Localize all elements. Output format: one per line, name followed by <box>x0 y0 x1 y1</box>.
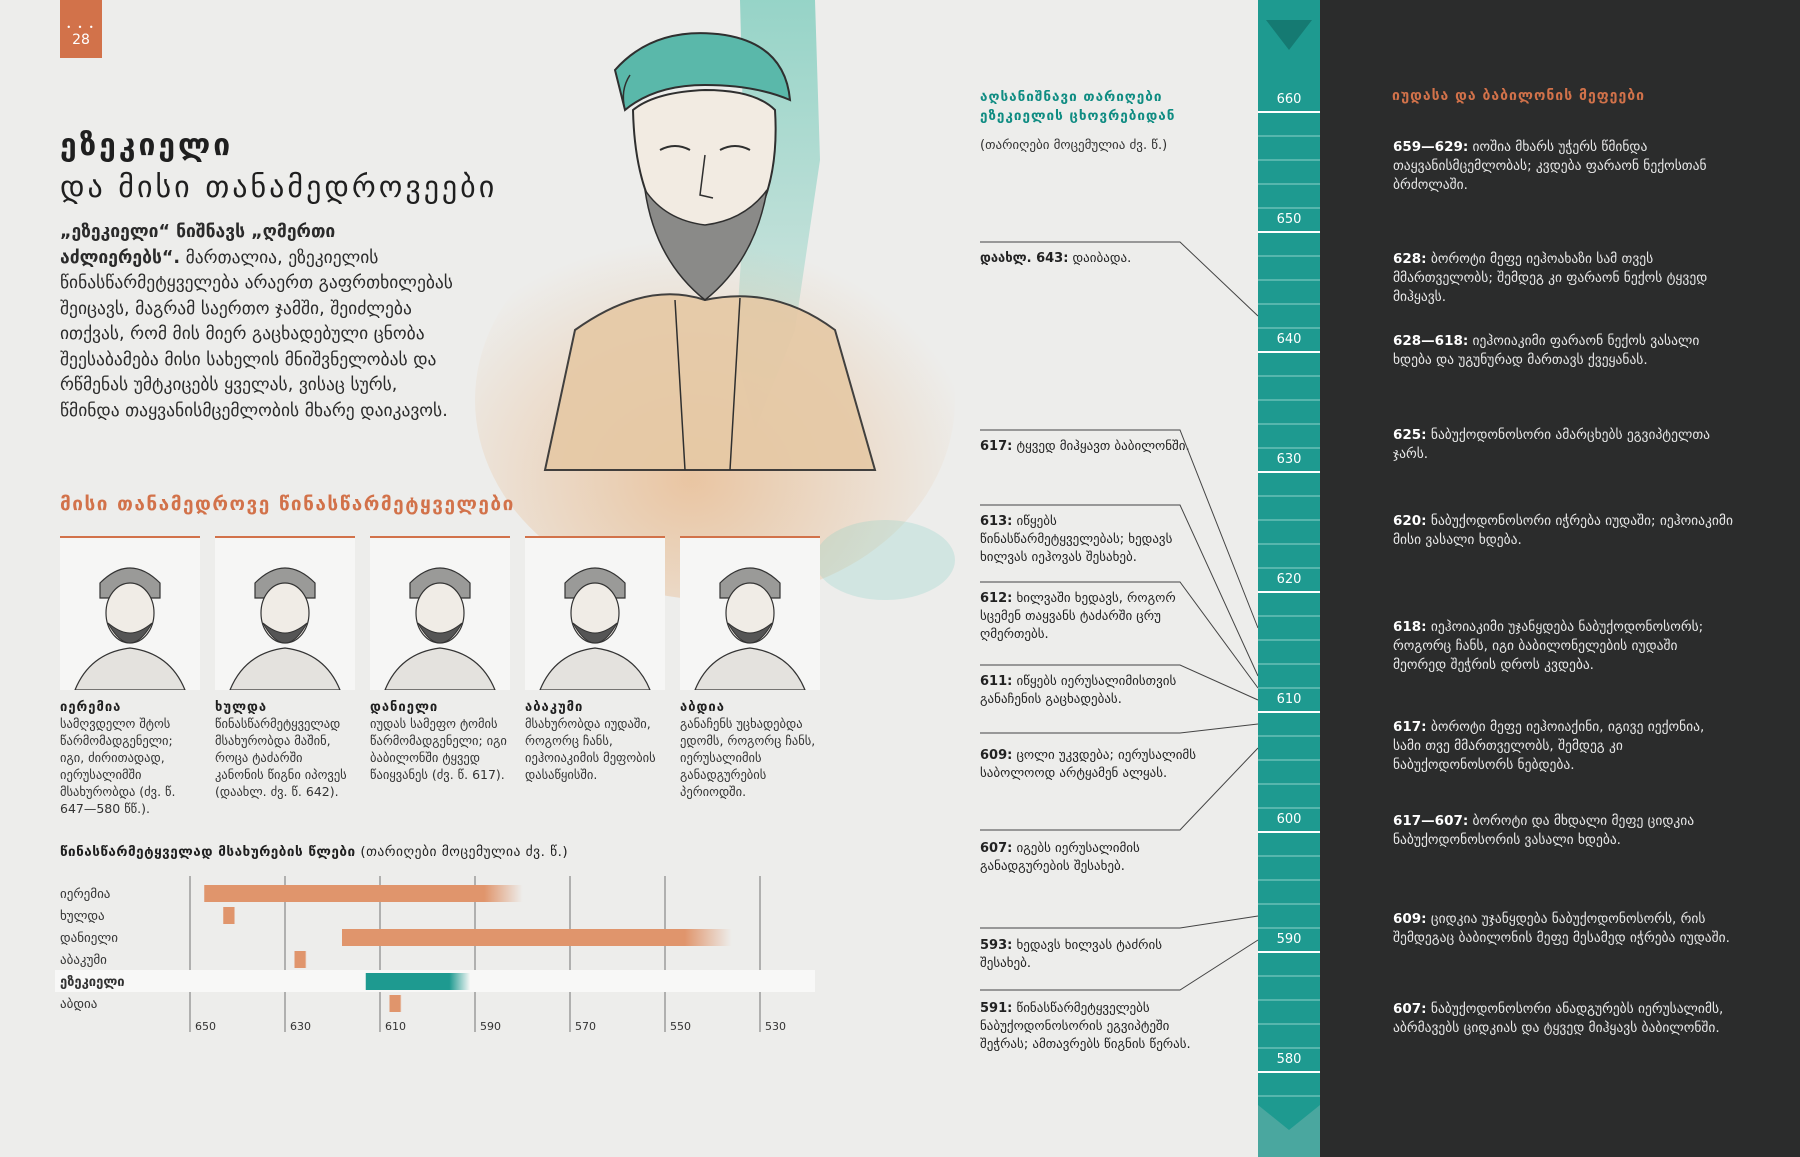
king-event-date: 620: <box>1393 513 1427 529</box>
prophet-name: ხულდა <box>215 700 268 715</box>
chart-row-label: აბაკუმი <box>60 953 107 968</box>
king-event <box>1393 512 1733 550</box>
king-event-text: ნაბუქოდონოსორი ამარცხებს ეგვიპტელთა ჯარს. <box>1393 427 1711 462</box>
chart-row-label: ხულდა <box>60 909 105 924</box>
king-event <box>1393 618 1733 675</box>
king-event-text: იოშია მხარს უჭერს წმინდა თაყვანისმცემლობას; კვდება ფარაონ ნექოსთან ბრძოლაში. <box>1393 139 1707 193</box>
chart-tick-label: 550 <box>670 1020 691 1033</box>
event-date: 609: <box>980 748 1013 763</box>
chart-row-label: იერემია <box>60 887 111 902</box>
timeline-year-label: 620 <box>1276 572 1302 587</box>
timeline-year-label: 580 <box>1276 1052 1302 1067</box>
intro-bold: „ეზეკიელი“ ნიშნავს „ღმერთი აძლიერებს“. <box>60 222 336 268</box>
king-event <box>1393 250 1733 307</box>
timeline-year-label: 600 <box>1276 812 1302 827</box>
page-number: 28 <box>72 32 90 48</box>
event-date: 607: <box>980 841 1013 856</box>
prophet-name: იერემია <box>60 700 122 715</box>
king-event <box>1393 332 1733 370</box>
ezekiel-event-connector <box>980 505 1258 676</box>
prophet-description: იუდას სამეფო ტომის წარმომადგენელი; იგი ბაბილონში ტყვედ წაიყვანეს (ძვ. წ. 617). <box>370 716 507 782</box>
king-event <box>1393 1000 1733 1038</box>
service-chart-title-bold: წინასწარმეტყველად მსახურების წლები <box>60 844 356 860</box>
timeline-year-label: 610 <box>1276 692 1302 707</box>
king-event-text: ბოროტი და მხდალი მეფე ციდკია ნაბუქოდონოსორის ვასალი ხდება. <box>1393 813 1695 848</box>
event-text: იწყებს იერუსალიმისთვის განაჩენის გაცხადებას. <box>980 674 1177 707</box>
king-event-date: 607: <box>1393 1001 1427 1017</box>
event-text: იწყებს წინასწარმეტყველებას; ხედავს ხილვას იეჰოვას შესახებ. <box>980 514 1173 565</box>
middle-heading-line1: აღსანიშნავი თარიღები <box>980 89 1163 105</box>
king-event-date: 618: <box>1393 619 1427 635</box>
timeline-year-label: 590 <box>1276 932 1302 947</box>
intro-text: მართალია, ეზეკიელის წინასწარმეტყველება არაერთ გაფრთხილებას შეიცავს, მაგრამ საერთო ჯამში, შეიძლება ითქვას, რომ მის მიერ გაცხადებული ცნობა შეესაბამება მისი სახელის მნიშვნელობას და რწმენას უმტკიცებს ყველას, ვისაც სურს, წმინდა თაყვანისმცემლობის მხარე დაიკავოს. <box>60 247 453 421</box>
chart-tick-label: 650 <box>195 1020 216 1033</box>
prophet-name: აბდია <box>680 700 725 715</box>
timeline-year-label: 650 <box>1276 212 1302 227</box>
event-text: ტყვედ მიჰყავთ ბაბილონში. <box>1012 439 1190 454</box>
king-event-text: იეჰოიაკიმი უჯანყდება ნაბუქოდონოსორს; როგორც ჩანს, იგი ბაბილონელების იუდაში მეორედ შეჭრის დროს კვდება. <box>1393 619 1704 673</box>
ezekiel-event-connector <box>980 724 1258 733</box>
timeline-year-label: 660 <box>1276 92 1302 107</box>
king-event <box>1393 718 1733 775</box>
king-event-text: ნაბუქოდონოსორი ანადგურებს იერუსალიმს, აბრმავებს ციდკიას და ტყვედ მიჰყავს ბაბილონში. <box>1393 1001 1724 1036</box>
timeline-year-label: 630 <box>1276 452 1302 467</box>
event-text: ხილვაში ხედავს, როგორ სცემენ თაყვანს ტაძარში ცრუ ღმერთებს. <box>980 591 1176 642</box>
service-chart-title-note: (თარიღები მოცემულია ძვ. წ.) <box>355 844 569 860</box>
king-event-text: ბოროტი მეფე იეჰოახაზი სამ თვეს მმართველობს; შემდეგ კი ფარაონ ნექოს ტყვედ მიჰყავს. <box>1393 251 1708 305</box>
king-event-date: 617—607: <box>1393 813 1469 829</box>
king-event-text: ციდკია უჯანყდება ნაბუქოდონოსორს, რის შემდეგაც ბაბილონის მეფე მესამედ იჭრება იუდაში. <box>1393 911 1730 946</box>
event-text: წინასწარმეტყველებს ნაბუქოდონოსორის ეგვიპტეში შეჭრას; ამთავრებს წიგნის წერას. <box>980 1001 1191 1052</box>
event-text: იგებს იერუსალიმის განადგურების შესახებ. <box>980 841 1140 874</box>
king-event-date: 617: <box>1393 719 1427 735</box>
timeline-strip <box>1258 0 1320 1157</box>
event-date: 593: <box>980 938 1013 953</box>
prophet-description: განაჩენს უცხადებდა ედომს, როგორც ჩანს, იერუსალიმის განადგურების პერიოდში. <box>680 716 816 799</box>
timeline-top-chevron <box>1266 20 1312 50</box>
king-event-text: ნაბუქოდონოსორი იჭრება იუდაში; იეჰოიაკიმი მისი ვასალი ხდება. <box>1393 513 1733 548</box>
page-subtitle: და მისი თანამედროვეები <box>60 170 498 205</box>
chart-tick-label: 570 <box>575 1020 596 1033</box>
chart-tick-label: 590 <box>480 1020 501 1033</box>
badge-dots: • • • <box>66 23 96 32</box>
timeline-bottom-chevron <box>1258 1105 1320 1157</box>
page-title: ეზეკიელი <box>60 128 234 163</box>
king-event <box>1393 138 1733 195</box>
ezekiel-event-connector <box>980 748 1258 830</box>
event-date: 611: <box>980 674 1013 689</box>
chart-tick-label: 530 <box>765 1020 786 1033</box>
ezekiel-event-connector <box>980 242 1258 316</box>
chart-tick-label: 610 <box>385 1020 406 1033</box>
king-event <box>1393 426 1733 464</box>
king-event <box>1393 812 1733 850</box>
timeline-year-label: 640 <box>1276 332 1302 347</box>
king-event-date: 628—618: <box>1393 333 1469 349</box>
ezekiel-event-connector <box>980 916 1258 928</box>
middle-heading-line2: ეზეკიელის ცხოვრებიდან <box>980 108 1176 124</box>
event-date: დაახლ. 643: <box>980 251 1069 266</box>
ezekiel-event-connector <box>980 430 1258 628</box>
chart-row-label: დანიელი <box>60 931 118 946</box>
king-event-date: 659—629: <box>1393 139 1469 155</box>
chart-tick-label: 630 <box>290 1020 311 1033</box>
prophet-name: აბაკუმი <box>525 700 584 715</box>
chart-row-label: ეზეკიელი <box>60 975 125 990</box>
prophet-description: სამღვდელო შტოს წარმომადგენელი; იგი, ძირითადად, იერუსალიმში მსახურობდა (ძვ. წ. 647—580 წწ.). <box>60 716 176 816</box>
event-date: 617: <box>980 439 1013 454</box>
king-event-date: 609: <box>1393 911 1427 927</box>
event-date: 612: <box>980 591 1013 606</box>
chart-row-label: აბდია <box>60 997 98 1012</box>
ezekiel-event-connector <box>980 582 1258 688</box>
king-event <box>1393 910 1733 948</box>
prophet-description: მსახურობდა იუდაში, როგორც ჩანს, იეჰოიაკიმის მეფობის დასაწყისში. <box>525 716 656 782</box>
kings-heading: იუდასა და ბაბილონის მეფეები <box>1392 88 1645 104</box>
king-event-date: 625: <box>1393 427 1427 443</box>
event-text: ცოლი უკვდება; იერუსალიმს საბოლოოდ არტყამენ ალყას. <box>980 748 1197 781</box>
prophet-name: დანიელი <box>370 700 439 715</box>
king-event-date: 628: <box>1393 251 1427 267</box>
contemporaries-heading: მისი თანამედროვე წინასწარმეტყველები <box>60 493 515 515</box>
event-date: 613: <box>980 514 1013 529</box>
event-date: 591: <box>980 1001 1013 1016</box>
king-event-text: იეჰოიაკიმი ფარაონ ნექოს ვასალი ხდება და უგუნურად მართავს ქვეყანას. <box>1393 333 1700 368</box>
king-event-text: ბოროტი მეფე იეჰოიაქინი, იგივე იექონია, სამი თვე მმართველობს, შემდეგ კი ნაბუქოდონოსორს ნებდება. <box>1393 719 1705 773</box>
event-text: ხედავს ხილვას ტაძრის შესახებ. <box>980 938 1163 971</box>
ezekiel-event-connector <box>980 665 1258 700</box>
middle-subheading: (თარიღები მოცემულია ძვ. წ.) <box>980 138 1168 153</box>
event-text: დაიბადა. <box>1068 251 1132 266</box>
prophet-description: წინასწარმეტყველად მსახურობდა მაშინ, როცა ტაძარში კანონის წიგნი იპოვეს (დაახლ. ძვ. წ. 642). <box>215 716 347 799</box>
ezekiel-event-connector <box>980 940 1258 990</box>
